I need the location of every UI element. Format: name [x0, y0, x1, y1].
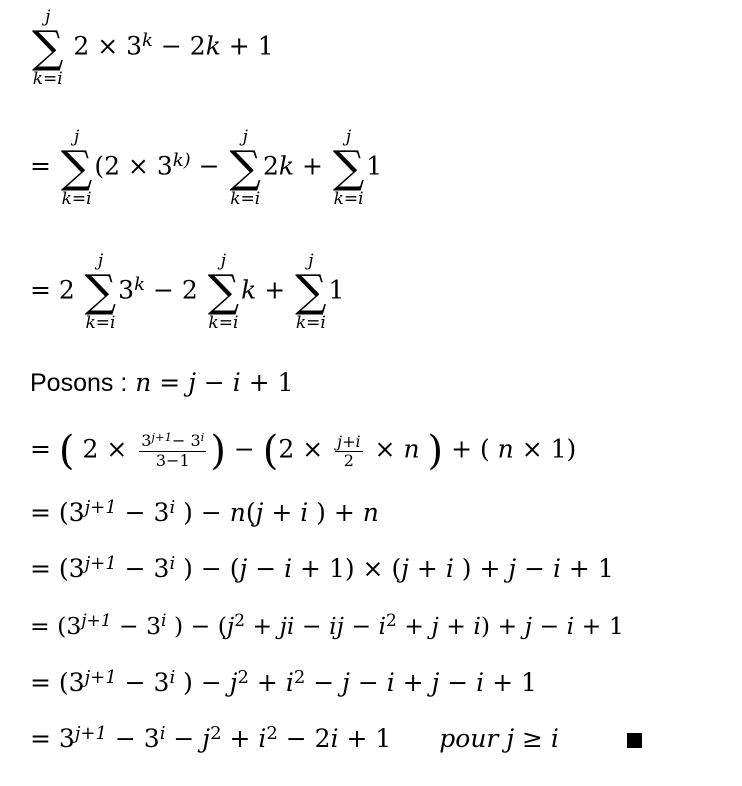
sum-symbol: j ∑ k=i [32, 7, 64, 89]
fraction: $\frac{3^{j+1}- 3^i}{3-1}$ [141, 429, 205, 470]
sum-symbol: j ∑ k=i [295, 251, 327, 333]
sum-symbol: j ∑ k=i [332, 127, 365, 209]
sum-symbol: j ∑ k=i [84, 251, 117, 333]
sum-symbol: j ∑ k=i [60, 127, 93, 209]
formula-line-8: = ($3^{j+1} - 3^i$ ) − ($j^2$ + ji − ij − $i^2 + j + i) + j - i + 1$ [30, 610, 624, 640]
formula-line-4: Posons : n = j − i + 1 [30, 368, 294, 397]
formula-line-7: = ($3^{j+1} - 3^i$ ) − (j − i + 1) × (j + i ) + j − i + 1 [30, 552, 614, 583]
sum-symbol: j ∑ k=i [229, 127, 261, 209]
formula-line-5: = ( 2 × $\frac{3^{j+1}- 3^i}{3-1}$ ) − (2 × $\frac{j+i}{2}$ × n ) + ( n × 1) [30, 428, 577, 474]
formula-line-1: j ∑ k=i $2 \times 3^k - 2k + 1$ [32, 7, 274, 89]
fraction: $\frac{j+i}{2}$ [337, 431, 361, 470]
formula-line-6: = ($3^{j+1} - 3^i$ ) − n(j + i ) + n [30, 496, 379, 527]
posons-label: Posons : [30, 369, 128, 397]
formula-line-10: = $3^{j+1} - 3^i - j^2 + i^2 - 2i + 1$ pour j ≥ i [30, 724, 642, 757]
formula-line-3: = 2 j ∑ k=i $3^k - 2$ j ∑ k=i k + j ∑ k=i 1 [30, 251, 345, 333]
formula-line-2: = j ∑ k=i ($2 \times 3^{k)}$ − j ∑ k=i 2k + j ∑ k=i 1 [30, 127, 383, 209]
formula-line-9: = ($3^{j+1} - 3^i$ ) − $j^2 + i^2 - j - i + j - i + 1$ [30, 666, 537, 697]
sum-symbol: j ∑ k=i [207, 251, 240, 333]
qed-square-icon [627, 733, 642, 748]
